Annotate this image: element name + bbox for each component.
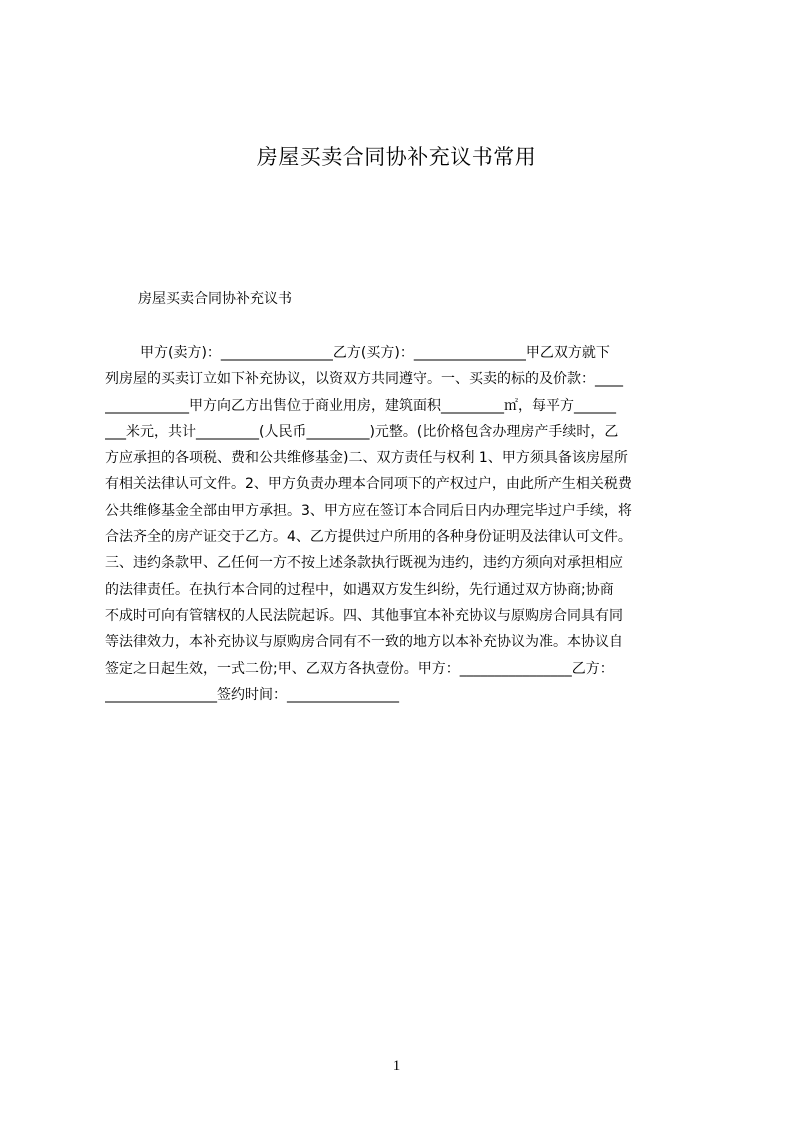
document-title: 房屋买卖合同协补充议书常用 [256,145,537,169]
body-line: 等法律效力，本补充协议与原购房合同有不一致的地方以本补充协议为准。本协议自 [105,634,623,651]
body-line: 列房屋的买卖订立如下补充协议，以资双方共同遵守。一、买卖的标的及价款：____ [105,371,623,388]
body-line: 方应承担的各项税、费和公共维修基金)二、双方责任与权利 1、甲方须具备该房屋所 [105,450,628,467]
body-line: 不成时可向有管辖权的人民法院起诉。四、其他事宜本补充协议与原购房合同具有同 [105,607,623,624]
document-body [105,340,725,720]
body-line: 甲方(卖方)：________________乙方(买方)：________________甲乙双方就下 [140,345,610,361]
page-number: 1 [392,1058,401,1074]
body-line: ________________签约时间：________________ [105,686,399,703]
body-line: 有相关法律认可文件。2、甲方负责办理本合同项下的产权过户，由此所产生相关税费 [105,476,632,493]
body-line: 合法齐全的房产证交于乙方。4、乙方提供过户所用的各种身份证明及法律认可文件。 [105,529,632,546]
document-subtitle: 房屋买卖合同协补充议书 [138,291,292,307]
body-line: ___米元，共计_________(人民币_________)元整。(比价格包含办理房产手续时，乙 [105,423,619,440]
body-line: 的法律责任。在执行本合同的过程中，如遇双方发生纠纷，先行通过双方协商;协商 [105,581,614,598]
body-line: 公共维修基金全部由甲方承担。3、甲方应在签订本合同后日内办理完毕过户手续，将 [105,502,632,519]
body-line: ____________甲方向乙方出售位于商业用房，建筑面积_________㎡，每平方______ [105,397,616,414]
body-line: 签定之日起生效，一式二份;甲、乙双方各执壹份。甲方：________________乙方： [105,660,614,677]
body-line: 三、违约条款甲、乙任何一方不按上述条款执行既视为违约，违约方须向对承担相应 [105,555,623,572]
